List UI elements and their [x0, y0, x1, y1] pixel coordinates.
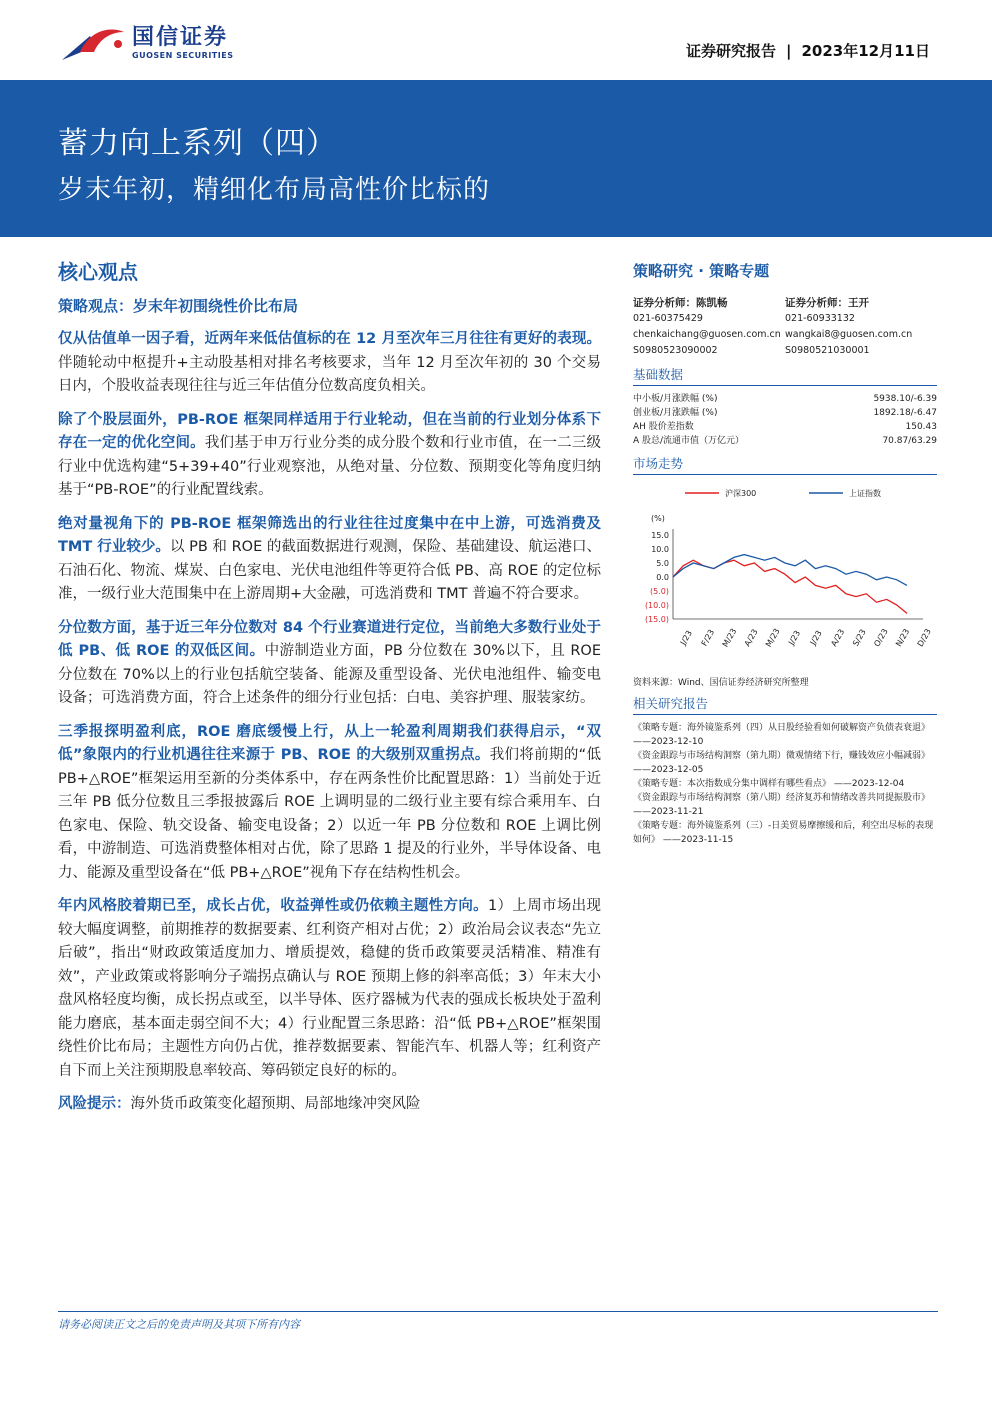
paragraph-lead: 绝对量视角下的 PB-ROE 框架筛选出的行业往往过度集中在中上游，可选消费及 TMT 行业较少。	[58, 515, 601, 555]
risk-warning	[58, 1093, 601, 1117]
y-tick-label: 10.0	[651, 545, 669, 554]
y-tick-label: (5.0)	[650, 587, 669, 596]
paragraph-body: 我们将前期的“低 PB+△ROE”框架运用至新的分类体系中，存在两条性价比配置思路：1）当前处于近三年 PB 低分位数且三季报披露后 ROE 上调明显的二级行业主要有综合乘用车、白色家电、保险、轨交设备、输变电设备；2）以近一年 PB 分位数和 ROE 上调比例看，中游制造、可选消费整体相对占优，除了思路 1 提及的行业外，半导体设备、电力、能源及重型设备在“低 PB+△ROE”视角下存在结构性机会。	[58, 747, 602, 881]
risk-lead: 风险提示：	[58, 1096, 131, 1112]
market-trend-title: 市场走势	[633, 454, 937, 475]
paragraph	[58, 328, 601, 399]
paragraph-body: 中游制造业方面，PB 分位数在 30%以下，且 ROE 分位数在 70%以上的行业包括航空装备、能源及重型设备、光伏电池组件、输变电设备；可选消费方面，符合上述条件的细分行业包括：白电、美容护理、服装家纺。	[58, 643, 601, 706]
chart-source: 资料来源：Wind、国信证券经济研究所整理	[633, 678, 809, 688]
x-tick-label: A/23	[829, 627, 847, 648]
guosen-logo-icon	[60, 22, 128, 66]
analyst-cert: S0980521030001	[785, 345, 870, 356]
analyst-phone: 021-60375429	[633, 313, 703, 324]
analyst-card	[785, 295, 937, 359]
analyst-name: 证券分析师：陈凯畅	[633, 297, 728, 309]
footer-disclaimer: 请务必阅读正文之后的免责声明及其项下所有内容	[58, 1318, 300, 1331]
paragraph-lead: 年内风格胶着期已至，成长占优，收益弹性或仍依赖主题性方向。	[58, 898, 488, 914]
x-tick-label: A/23	[742, 627, 760, 648]
risk-body: 海外货币政策变化超预期、局部地缘冲突风险	[130, 1096, 421, 1112]
y-tick-label: 5.0	[656, 559, 669, 568]
paragraph-lead: 三季报探明盈利底，ROE 磨底缓慢上行，从上一轮盈利周期我们获得启示，“双低”象限内的行业机遇往往来源于 PB、ROE 的大级别双重拐点。	[58, 723, 601, 763]
analyst-email[interactable]: chenkaichang@guosen.com.cn	[633, 329, 781, 340]
paragraph	[58, 617, 601, 711]
y-axis-unit: (%)	[651, 514, 665, 523]
report-title: 蓄力向上系列（四）	[58, 126, 337, 161]
paragraph	[58, 895, 601, 1083]
x-tick-label: M/23	[720, 626, 739, 649]
x-tick-label: F/23	[699, 627, 717, 648]
report-date: 2023年12月11日	[801, 42, 930, 60]
x-tick-label: D/23	[915, 627, 933, 649]
paragraph	[58, 409, 601, 503]
x-tick-label: O/23	[872, 627, 890, 649]
x-tick-label: M/23	[764, 626, 782, 649]
analyst-info	[633, 295, 937, 359]
related-reports-title: 相关研究报告	[633, 694, 937, 715]
y-tick-label: 15.0	[651, 531, 669, 540]
related-report-item[interactable]: 《资金跟踪与市场结构洞察（第八期）经济复苏和情绪改善共同提振股市》 ——2023-11-21	[633, 793, 931, 817]
paragraph-lead: 分位数方面，基于近三年分位数对 84 个行业赛道进行定位，当前绝大多数行业处于低 PB、低 ROE 的双低区间。	[58, 619, 601, 659]
paragraph-body: 1）上周市场出现较大幅度调整，前期推荐的数据要素、红利资产相对占优；2）政治局会议表态“先立后破”，指出“财政政策适度加力、增质提效，稳健的货币政策要灵活精准、精准有效”，产业政策或将影响分子端拐点确认与 ROE 预期上修的斜率高低；3）年末大小盘风格轻度均衡，成长拐点或至，以半导体、医疗器械为代表的强成长板块处于盈利能力磨底，基本面走弱空间不大；4）行业配置三条思路：沿“低 PB+△ROE”框架围绕性价比布局；主题性方向仍占优，推荐数据要素、智能汽车、机器人等；红利资产自下而上关注预期股息率较高、筹码锁定良好的标的。	[58, 898, 601, 1079]
x-tick-label: N/23	[894, 627, 912, 649]
analyst-phone: 021-60933132	[785, 313, 855, 324]
logo-text-en: GUOSEN SECURITIES	[132, 51, 234, 60]
table-row	[633, 434, 937, 448]
report-type: 证券研究报告	[686, 42, 777, 60]
sidebar-column	[633, 260, 937, 847]
paragraph	[58, 513, 601, 607]
basic-data-title: 基础数据	[633, 365, 937, 386]
related-reports-list	[633, 721, 937, 847]
sidebar-title: 策略研究 · 策略专题	[633, 262, 770, 280]
table-cell-label: 创业板/月涨跌幅 (%)	[633, 408, 718, 418]
series-line	[673, 555, 907, 586]
table-cell-label: AH 股价差指数	[633, 422, 694, 432]
y-tick-label: (15.0)	[644, 615, 669, 624]
related-report-item[interactable]: 《策略专题：海外镜鉴系列（三）-日美贸易摩擦缓和后，利空出尽标的表现如何》 ——2023-11-15	[633, 821, 934, 845]
table-cell-value: 1892.18/-6.47	[873, 408, 937, 418]
related-report-item[interactable]: 《资金跟踪与市场结构洞察（第九期）微观情绪下行，赚钱效应小幅减弱》 ——2023-12-05	[633, 751, 931, 775]
table-cell-label: 中小板/月涨跌幅 (%)	[633, 394, 718, 404]
table-cell-value: 5938.10/-6.39	[873, 394, 937, 404]
x-tick-label: J/23	[808, 628, 824, 647]
table-row	[633, 406, 937, 420]
paragraph-lead: 除了个股层面外，PB-ROE 框架同样适用于行业轮动，但在当前的行业划分体系下存在一定的优化空间。	[58, 411, 601, 451]
analyst-name: 证券分析师：王开	[785, 297, 869, 309]
guosen-logo	[60, 22, 233, 66]
x-tick-label: J/23	[786, 628, 803, 647]
logo-text-cn: 国信证券	[132, 25, 229, 50]
paragraph-body: 我们基于申万行业分类的成分股个数和行业市值，在一二三级行业中优选构建“5+39+40”行业观察池，从绝对量、分位数、预期变化等角度归纳基于“PB-ROE”的行业配置线索。	[58, 435, 602, 498]
paragraph-body: 以 PB 和 ROE 的截面数据进行观测，保险、基础建设、航运港口、石油石化、物流、煤炭、白色家电、光伏电池组件等更符合低 PB、高 ROE 的定位标准，一级行业大范围集中在上游周期+大金融，可选消费和 TMT 普遍不符合要求。	[58, 539, 601, 602]
analyst-cert: S0980523090002	[633, 345, 718, 356]
series-line	[673, 560, 907, 613]
y-tick-label: (10.0)	[644, 601, 669, 610]
core-views-column	[58, 256, 601, 1117]
legend-label: 上证指数	[849, 489, 881, 498]
table-cell-value: 150.43	[905, 422, 937, 432]
table-row	[633, 392, 937, 406]
legend-label: 沪深300	[725, 489, 757, 498]
table-cell-label: A 股总/流通市值（万亿元）	[633, 436, 745, 446]
x-tick-label: J/23	[678, 628, 695, 647]
page-header	[0, 0, 992, 80]
report-type-date: 证券研究报告 | 2023年12月11日	[686, 42, 930, 60]
section-title: 核心观点	[58, 260, 138, 284]
paragraph-lead: 仅从估值单一因子看，近两年来低估值标的在 12 月至次年三月往往有更好的表现。	[58, 331, 601, 347]
table-row	[633, 420, 937, 434]
y-tick-label: 0.0	[656, 573, 669, 582]
market-trend-chart	[633, 481, 937, 671]
paragraph-body: 伴随轮动中枢提升+主动股基相对排名考核要求，当年 12 月至次年初的 30 个交易日内，个股收益表现往往与近三年估值分位数高度负相关。	[58, 354, 601, 394]
trend-chart-svg	[633, 481, 937, 671]
paragraph	[58, 721, 601, 886]
analyst-card	[633, 295, 785, 359]
analyst-email[interactable]: wangkai8@guosen.com.cn	[785, 329, 913, 340]
related-report-item[interactable]: 《策略专题：海外镜鉴系列（四）从日股经验看如何破解资产负债表衰退》 ——2023-12-10	[633, 723, 931, 747]
related-report-item[interactable]: 《策略专题：本次指数成分集中调样有哪些看点》 ——2023-12-04	[633, 779, 905, 789]
table-cell-value: 70.87/63.29	[882, 436, 937, 446]
report-subtitle: 岁末年初，精细化布局高性价比标的	[58, 175, 491, 205]
strategy-view: 策略观点：岁末年初围绕性价比布局	[58, 297, 299, 315]
basic-data-table	[633, 392, 937, 448]
footer-divider	[58, 1311, 938, 1312]
x-tick-label: S/23	[851, 627, 868, 648]
